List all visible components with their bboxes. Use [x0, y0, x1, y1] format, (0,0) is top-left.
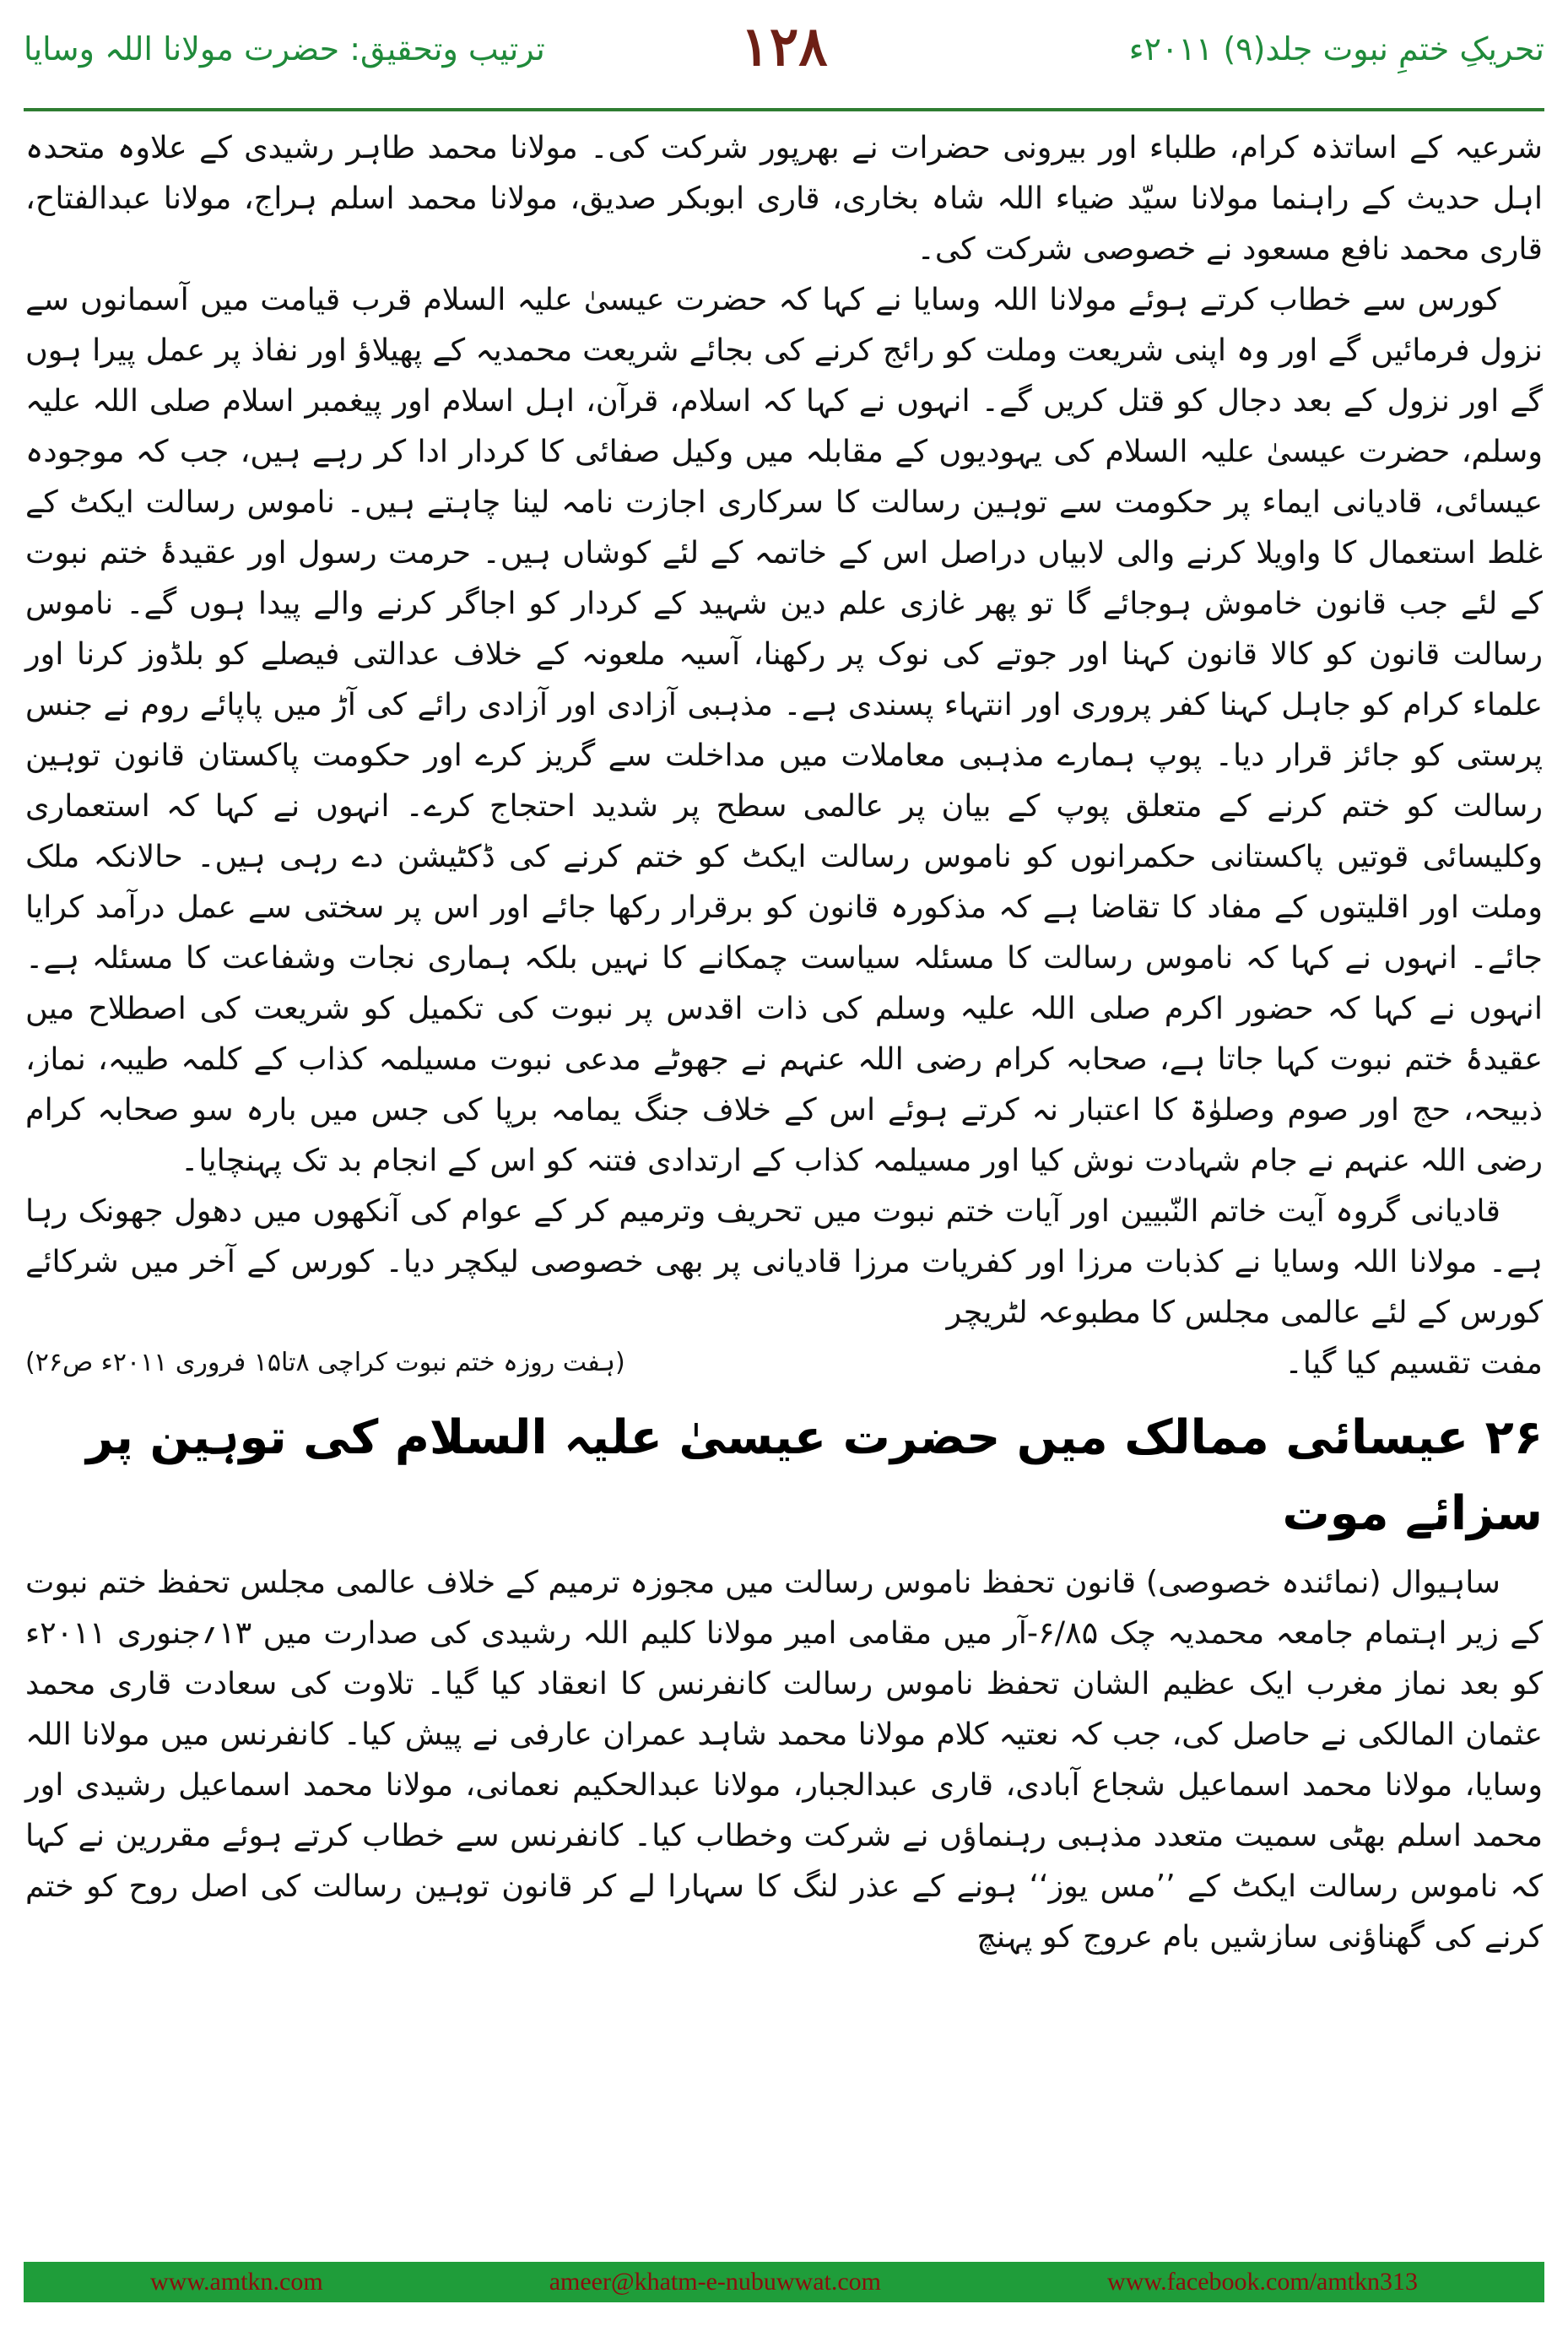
book-title: تحریکِ ختمِ نبوت جلد(۹) ۲۰۱۱ء [1128, 30, 1544, 68]
website-link[interactable]: www.amtkn.com [150, 2268, 323, 2296]
article1-last-line: مفت تقسیم کیا گیا۔ [1284, 1344, 1543, 1381]
article2-title: ۲۶ عیسائی ممالک میں حضرت عیسیٰ علیہ السلام کی توہین پر سزائے موت [86, 1410, 1543, 1541]
page-content [25, 122, 1543, 1962]
page-number: ۱۲۸ [740, 15, 828, 78]
article1-paragraph-1: شرعیہ کے اساتذہ کرام، طلباء اور بیرونی حضرات نے بھرپور شرکت کی۔ مولانا محمد طاہر رشیدی کے علاوہ متحدہ اہل حدیث کے راہنما مولانا سیّد ضیاء اللہ شاہ بخاری، قاری ابوبکر صدیق، مولانا محمد اسلم ہراج، مولانا عبدالفتاح، قاری محمد نافع مسعود نے خصوصی شرکت کی۔ [25, 129, 1543, 267]
page-footer [24, 2262, 1544, 2302]
compiler-credit: ترتیب وتحقیق: حضرت مولانا اللہ وسایا [24, 30, 545, 68]
article1-paragraph-3: قادیانی گروہ آیت خاتم النّبیین اور آیات ختم نبوت میں تحریف وترمیم کر کے عوام کی آنکھوں میں دھول جھونک رہا ہے۔ مولانا اللہ وسایا نے کذبات مرزا اور کفریات مرزا قادیانی پر بھی خصوصی لیکچر دیا۔ کورس کے آخر میں شرکائے کورس کے لئے عالمی مجلس کا مطبوعہ لٹریچر [25, 1193, 1543, 1330]
email-link[interactable]: ameer@khatm-e-nubuwwat.com [549, 2268, 882, 2296]
article1-citation: (ہفت روزہ ختم نبوت کراچی ۸تا۱۵ فروری ۲۰۱۱ء ص۲۶) [25, 1348, 625, 1377]
article1-paragraph-2: کورس سے خطاب کرتے ہوئے مولانا اللہ وسایا نے کہا کہ حضرت عیسیٰ علیہ السلام قرب قیامت میں آسمانوں سے نزول فرمائیں گے اور وہ اپنی شریعت وملت کو رائج کرنے کی بجائے شریعت محمدیہ کے پھیلاؤ اور نفاذ پر عمل پیرا ہوں گے اور نزول کے بعد دجال کو قتل کریں گے۔ انہوں نے کہا کہ اسلام، قرآن، اہل اسلام اور پیغمبر اسلام صلی اللہ علیہ وسلم، حضرت عیسیٰ علیہ السلام کی یہودیوں کے مقابلہ میں وکیل صفائی کا کردار ادا کر رہے ہیں، جب کہ موجودہ عیسائی، قادیانی ایماء پر حکومت سے توہین رسالت کا سرکاری اجازت نامہ لینا چاہتے ہیں۔ ناموس رسالت ایکٹ کے غلط استعمال کا واویلا کرنے والی لابیاں دراصل اس کے خاتمہ کے لئے کوشاں ہیں۔ حرمت رسول اور عقیدۂ ختم نبوت کے لئے جب قانون خاموش ہوجائے گا تو پھر غازی علم دین شہید کے کردار کو اجاگر کرنے والے پیدا ہوں گے۔ ناموس رسالت قانون کو کالا قانون کہنا اور جوتے کی نوک پر رکھنا، آسیہ ملعونہ کے خلاف عدالتی فیصلے کو بلڈوز کرنا اور علماء کرام کو جاہل کہنا کفر پروری اور انتہاء پسندی ہے۔ مذہبی آزادی اور آزادی رائے کی آڑ میں پاپائے روم نے جنس پرستی کو جائز قرار دیا۔ پوپ ہمارے مذہبی معاملات میں مداخلت سے گریز کرے اور حکومت پاکستان قانون توہین رسالت کو ختم کرنے کے متعلق پوپ کے بیان پر عالمی سطح پر شدید احتجاج کرے۔ انہوں نے کہا کہ استعماری وکلیسائی قوتیں پاکستانی حکمرانوں کو ناموس رسالت ایکٹ کو ختم کرنے کی ڈکٹیشن دے رہی ہیں۔ حالانکہ ملک وملت اور اقلیتوں کے مفاد کا تقاضا ہے کہ مذکورہ قانون کو برقرار رکھا جائے اور اس پر سختی سے عمل درآمد کرایا جائے۔ انہوں نے کہا کہ ناموس رسالت کا مسئلہ سیاست چمکانے کا نہیں بلکہ ہماری نجات وشفاعت کا مسئلہ ہے۔ انہوں نے کہا کہ حضور اکرم صلی اللہ علیہ وسلم کی ذات اقدس پر نبوت کی تکمیل کو شریعت کی اصطلاح میں عقیدۂ ختم نبوت کہا جاتا ہے، صحابہ کرام رضی اللہ عنہم نے جھوٹے مدعی نبوت مسیلمہ کذاب کے کلمہ طیبہ، نماز، ذبیحہ، حج اور صوم وصلوٰۃ کا اعتبار نہ کرتے ہوئے اس کے خلاف جنگ یمامہ برپا کی جس میں بارہ سو صحابہ کرام رضی اللہ عنہم نے جام شہادت نوش کیا اور مسیلمہ کذاب کے ارتدادی فتنہ کو اس کے انجام بد تک پہنچایا۔ [25, 281, 1543, 1178]
article2-body: ساہیوال (نمائندہ خصوصی) قانون تحفظ ناموس رسالت میں مجوزہ ترمیم کے خلاف عالمی مجلس تحفظ ختم نبوت کے زیر اہتمام جامعہ محمدیہ چک ۶/۸۵-آر میں مقامی امیر مولانا کلیم اللہ رشیدی کی صدارت میں ۱۳؍جنوری ۲۰۱۱ء کو بعد نماز مغرب ایک عظیم الشان تحفظ ناموس رسالت کانفرنس کا انعقاد کیا گیا۔ تلاوت کی سعادت قاری محمد عثمان المالکی نے حاصل کی، جب کہ نعتیہ کلام مولانا محمد شاہد عمران عارفی نے پیش کیا۔ کانفرنس میں مولانا اللہ وسایا، مولانا محمد اسماعیل شجاع آبادی، قاری عبدالجبار، مولانا عبدالحکیم نعمانی، مولانا محمد اسماعیل رشیدی اور محمد اسلم بھٹی سمیت متعدد مذہبی رہنماؤں نے شرکت وخطاب کیا۔ کانفرنس سے خطاب کرتے ہوئے مقررین نے کہا کہ ناموس رسالت ایکٹ کے ’’مس یوز‘‘ ہونے کے عذر لنگ کا سہارا لے کر قانون توہین رسالت کی اصل روح کو ختم کرنے کی گھناؤنی سازشیں بام عروج کو پہنچ [25, 1564, 1543, 1955]
page-header [24, 15, 1544, 100]
article1-closing-row [25, 1338, 1543, 1388]
facebook-link[interactable]: www.facebook.com/amtkn313 [1107, 2268, 1418, 2296]
header-divider [24, 108, 1544, 111]
